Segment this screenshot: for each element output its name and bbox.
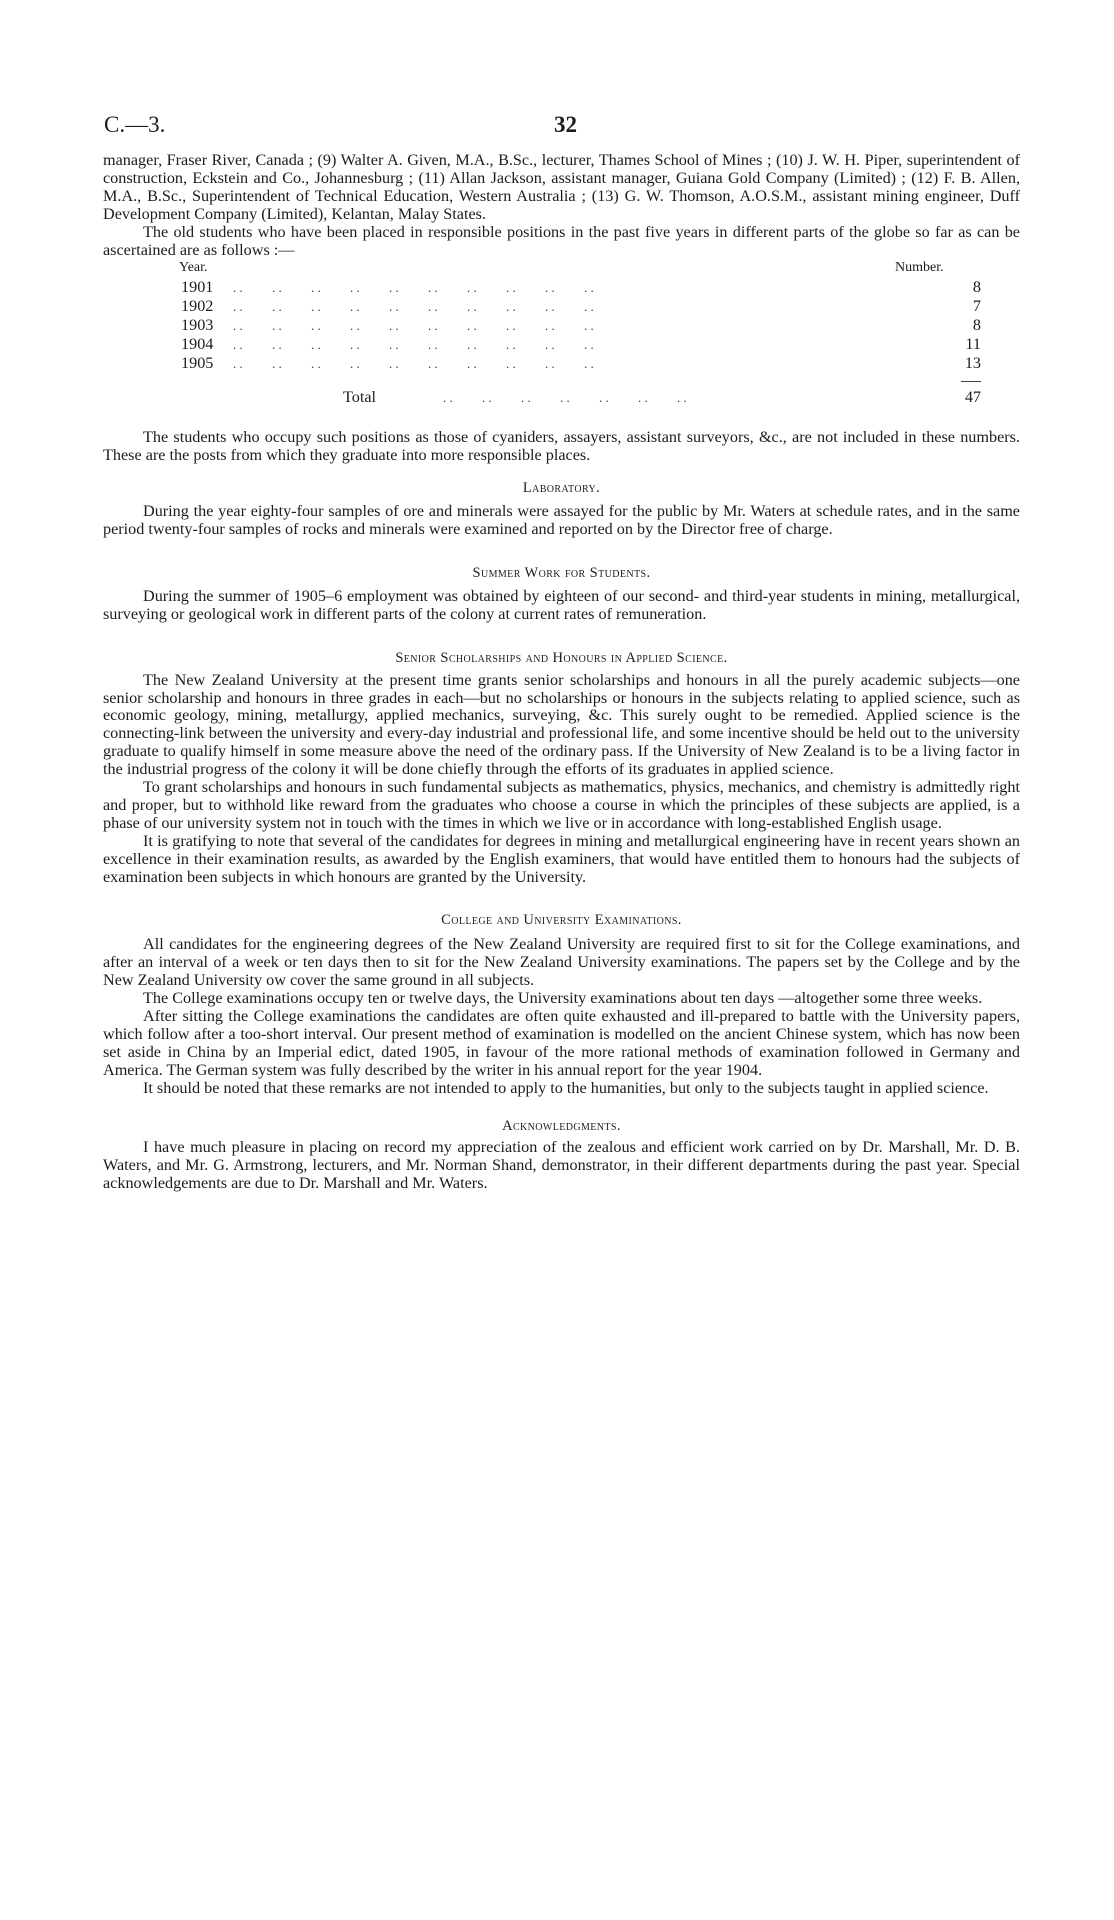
row-number: 8 (972, 278, 981, 297)
dot-leader: . . . . . . . . . . . . . . (443, 390, 687, 406)
page-number: 32 (554, 112, 577, 137)
intro-paragraph: manager, Fraser River, Canada ; (9) Walter A. Given, M.A., B.Sc., lecturer, Thames School of Mines ; (10) J. W. H. Piper, superintendent of construction, Eckstein and Co., Johannesburg ; (11) Allan Jackson, assistant manager, Guiana Gold Company (Limited) ; (12) F. B. Allen, M.A., B.Sc., Superintendent of Technical Education, Western Australia ; (13) G. W. Thomson, A.O.S.M., assistant mining engineer, Duff Development Company (Limited), Kelantan, Malay States. (103, 151, 1020, 223)
dot-leader: . . . . . . . . . . . . . . . . . . . . (233, 356, 594, 372)
document-body (103, 152, 1020, 1193)
column-header-number: Number. (895, 260, 944, 276)
page-header (104, 112, 1024, 142)
row-year: 1905 (181, 354, 214, 373)
dot-leader: . . . . . . . . . . . . . . . . . . . . (233, 337, 594, 353)
row-number: 8 (972, 316, 981, 335)
dot-leader: . . . . . . . . . . . . . . . . . . . . (233, 280, 594, 296)
acknowledgments-heading: Acknowledgments. (502, 1117, 621, 1134)
document-code: C.—3. (104, 112, 166, 137)
table-total-row (181, 389, 981, 407)
total-label: Total (343, 388, 377, 407)
positions-table (103, 259, 1020, 425)
scholarships-paragraph: To grant scholarships and honours in such fundamental subjects as mathematics, physics, mechanics, and chemistry is admittedly right and proper, but to withhold like reward from the graduates who choose a course in which the principles of these subjects are applied, is a phase of our university system not in touch with the times in which we live or in accordance with long-established English usage. (103, 778, 1020, 832)
scholarships-paragraph: The New Zealand University at the present time grants senior scholarships and honours in all the purely academic subjects—one senior scholarship and honours in three grades in each—but no scholarships or honours in the subjects relating to applied science, such as economic geology, mining, metallurgy, applied mechanics, surveying, &c. This surely ought to be remedied. Applied science is the connecting-link between the university and every-day industrial and professional life, and some incentive should be held out to the university graduate to qualify himself in some measure above the need of the ordinary pass. If the University of New Zealand is to be a living factor in the industrial progress of the colony it will be done chiefly through the efforts of its graduates in applied science. (103, 670, 1020, 779)
table-row (181, 298, 981, 316)
laboratory-heading: Laboratory. (522, 480, 601, 497)
total-rule (961, 381, 981, 382)
row-number: 7 (972, 297, 981, 316)
total-value: 47 (964, 388, 981, 407)
laboratory-paragraph: During the year eighty-four samples of ore and minerals were assayed for the public by Mr. Waters at schedule rates, and in the same period twenty-four samples of rocks and minerals were examined and reported on by the Director free of charge. (103, 502, 1020, 539)
table-row (181, 355, 981, 373)
examinations-paragraph: The College examinations occupy ten or twelve days, the University examinations about ten days —altogether some three weeks. (143, 989, 983, 1008)
examinations-heading: College and University Examinations. (441, 912, 682, 929)
table-row (181, 279, 981, 297)
examinations-paragraph: After sitting the College examinations the candidates are often quite exhausted and ill-prepared to battle with the University papers, which follow after a too-short interval. Our present method of examination is modelled on the ancient Chinese system, which has now been set aside in China by an Imperial edict, dated 1905, in favour of the more rational methods of examination followed in Germany and America. The German system was fully described by the writer in his annual report for the year 1904. (103, 1007, 1020, 1079)
row-year: 1901 (181, 278, 214, 297)
scholarships-heading: Senior Scholarships and Honours in Applied Science. (395, 649, 728, 666)
dot-leader: . . . . . . . . . . . . . . . . . . . . (233, 299, 594, 315)
table-row (181, 336, 981, 354)
row-year: 1903 (181, 316, 214, 335)
not-included-paragraph: The students who occupy such positions as those of cyaniders, assayers, assistant surveyors, &c., are not included in these numbers. These are the posts from which they graduate into more responsible places. (103, 428, 1020, 465)
summer-work-paragraph: During the summer of 1905–6 employment was obtained by eighteen of our second- and third-year students in mining, metallurgical, surveying or geological work in different parts of the colony at current rates of remuneration. (103, 586, 1020, 623)
row-year: 1904 (181, 335, 214, 354)
examinations-paragraph: All candidates for the engineering degrees of the New Zealand University are required first to sit for the College examinations, and after an interval of a week or ten days then to sit for the New Zealand University examinations. The papers set by the College and by the New Zealand University ow cover the same ground in all subjects. (103, 935, 1020, 990)
positions-paragraph: The old students who have been placed in responsible positions in the past five years in different parts of the globe so far as can be ascertained are as follows :— (103, 222, 1020, 259)
table-row (181, 317, 981, 335)
acknowledgments-paragraph: I have much pleasure in placing on record my appreciation of the zealous and efficient work carried on by Dr. Marshall, Mr. D. B. Waters, and Mr. G. Armstrong, lecturers, and Mr. Norman Shand, demonstrator, in their different departments during the past year. Special acknowledgements are due to Dr. Marshall and Mr. Waters. (103, 1138, 1020, 1193)
scholarships-paragraph: It is gratifying to note that several of the candidates for degrees in mining and metallurgical engineering have in recent years shown an excellence in their examination results, as awarded by the English examiners, that would have entitled them to honours had the subjects of examination been subjects in which honours are granted by the University. (103, 831, 1020, 886)
summer-work-heading: Summer Work for Students. (472, 564, 651, 581)
column-header-year: Year. (179, 260, 208, 276)
dot-leader: . . . . . . . . . . . . . . . . . . . . (233, 318, 594, 334)
examinations-paragraph: It should be noted that these remarks are not intended to apply to the humanities, but only to the subjects taught in applied science. (143, 1078, 989, 1097)
row-number: 13 (964, 354, 981, 373)
row-year: 1902 (181, 297, 214, 316)
row-number: 11 (965, 335, 981, 354)
